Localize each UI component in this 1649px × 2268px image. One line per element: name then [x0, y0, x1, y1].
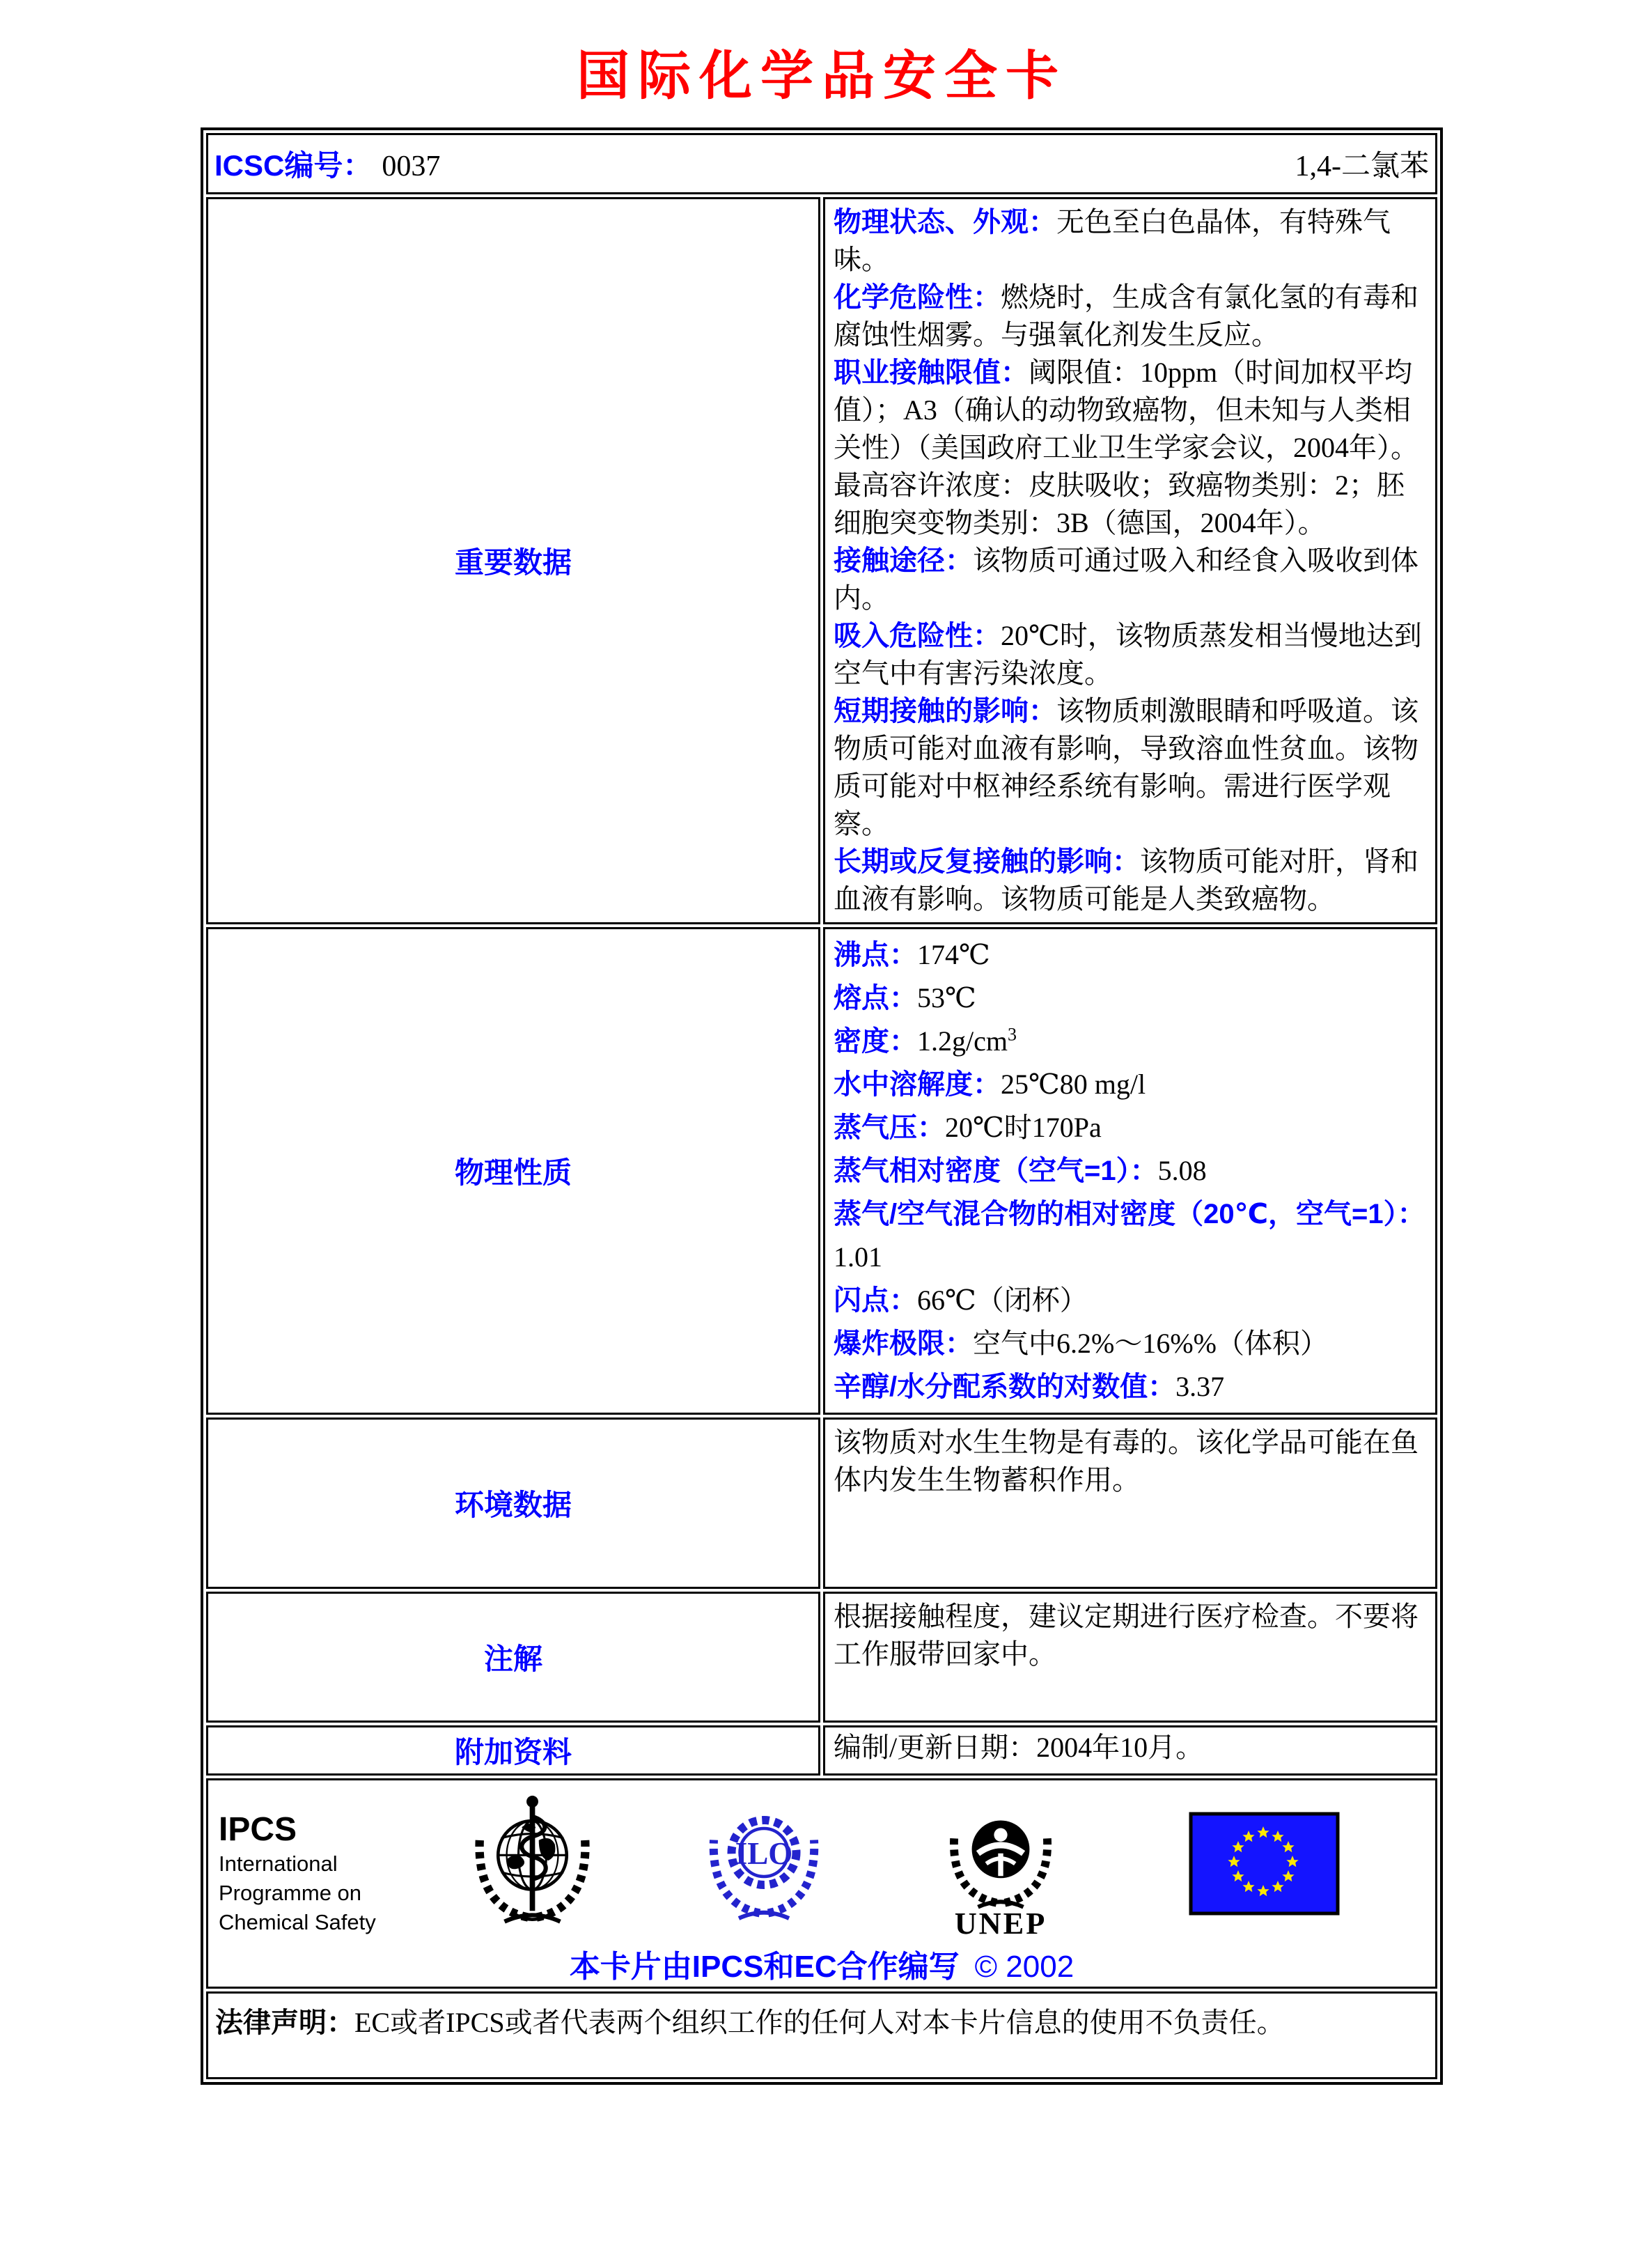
physical-property: 闪点：66℃（闭杯）	[834, 1284, 1088, 1316]
ipcs-subtitle-line: Programme on	[219, 1881, 362, 1905]
eu-flag-icon	[1189, 1812, 1340, 1916]
additional-info-content: 编制/更新日期：2004年10月。	[823, 1725, 1437, 1776]
header-row	[206, 133, 1437, 194]
legal-row	[206, 1991, 1437, 2079]
ilo-logo-icon	[701, 1794, 827, 1926]
icsc-number-group	[214, 143, 440, 185]
ipcs-block	[219, 1810, 428, 1937]
physical-property: 水中溶解度：25℃80 mg/l	[834, 1069, 1146, 1100]
notes-content: 根据接触程度，建议定期进行医疗检查。不要将工作服带回家中。	[823, 1592, 1437, 1723]
environmental-data-content: 该物质对水生生物是有毒的。该化学品可能在鱼体内发生生物蓄积作用。	[823, 1418, 1437, 1589]
important-item: 物理状态、外观：无色至白色晶体，有特殊气味。	[834, 206, 1391, 275]
density-superscript: 3	[1007, 1024, 1017, 1045]
chemical-name: 1,4-二氯苯	[1295, 150, 1429, 182]
additional-info-section-label: 附加资料	[206, 1725, 820, 1776]
important-item: 职业接触限值：阈限值：10ppm（时间加权平均值）；A3（确认的动物致癌物，但未知与人类相关性）（美国政府工业卫生学家会议，2004年）。最高容许浓度：皮肤吸收；致癌物类别：2；胚细胞突变物类别：3B（德国，2004年）。	[834, 357, 1419, 538]
ipcs-subtitle-line: International	[219, 1851, 338, 1876]
legal-text: EC或者IPCS或者代表两个组织工作的任何人对本卡片信息的使用不负责任。	[354, 2007, 1285, 2038]
icsc-card-page	[0, 33, 1649, 2268]
important-item: 长期或反复接触的影响：该物质可能对肝，肾和血液有影响。该物质可能是人类致癌物。	[834, 846, 1419, 915]
physical-properties-section-label: 物理性质	[206, 927, 820, 1415]
important-data-section-label: 重要数据	[206, 197, 820, 924]
important-data-row	[206, 197, 1437, 924]
icsc-number-value: 0037	[382, 150, 441, 182]
physical-properties-row	[206, 927, 1437, 1415]
page-title: 国际化学品安全卡	[577, 47, 1067, 106]
logos-wrap	[209, 1781, 1435, 1986]
important-item: 吸入危险性：20℃时，该物质蒸发相当慢地达到空气中有害污染浓度。	[834, 620, 1422, 689]
copyright-year: © 2002	[974, 1950, 1074, 1984]
who-logo-icon	[468, 1791, 597, 1930]
environmental-data-row	[206, 1418, 1437, 1589]
cooperation-text: 本卡片由IPCS和EC合作编写	[569, 1950, 960, 1984]
unep-logo-icon	[938, 1794, 1063, 1940]
additional-info-row	[206, 1725, 1437, 1776]
icsc-table	[201, 127, 1443, 2085]
legal-cell	[206, 1991, 1437, 2079]
ilo-logo-text: ILO	[735, 1836, 793, 1871]
physical-property: 熔点：53℃	[834, 982, 976, 1013]
environmental-data-section-label: 环境数据	[206, 1418, 820, 1589]
ipcs-subtitle-line: Chemical Safety	[219, 1910, 376, 1934]
legal-label: 法律声明：	[215, 2007, 354, 2038]
unep-logo-text: UNEP	[954, 1906, 1047, 1940]
physical-property: 蒸气/空气混合物的相对密度（20℃，空气=1）：1.01	[834, 1199, 1425, 1273]
important-data-content	[823, 197, 1437, 924]
physical-properties-content	[823, 927, 1437, 1415]
icsc-number-label: ICSC编号：	[214, 149, 373, 182]
notes-section-label: 注解	[206, 1592, 820, 1723]
header-flex	[209, 136, 1435, 192]
physical-property: 爆炸极限：空气中6.2%～16%%（体积）	[834, 1328, 1328, 1359]
physical-property: 沸点：174℃	[834, 939, 990, 970]
cooperation-line	[214, 1941, 1429, 1986]
notes-row	[206, 1592, 1437, 1723]
important-item: 短期接触的影响：该物质刺激眼睛和呼吸道。该物质可能对血液有影响，导致溶血性贫血。该物质可能对中枢神经系统有影响。需进行医学观察。	[834, 695, 1419, 839]
ipcs-title: IPCS	[219, 1811, 297, 1848]
logos-row	[206, 1778, 1437, 1989]
important-item: 化学危险性：燃烧时，生成含有氯化氢的有毒和腐蚀性烟雾。与强氧化剂发生反应。	[834, 281, 1419, 350]
physical-property: 辛醇/水分配系数的对数值：3.37	[834, 1371, 1225, 1402]
physical-property: 密度：$1.2g/cm^3$	[834, 1024, 1017, 1057]
important-item: 接触途径：该物质可通过吸入和经食入吸收到体内。	[834, 545, 1419, 614]
physical-property: 蒸气相对密度（空气=1）：5.08	[834, 1155, 1207, 1186]
physical-property: 蒸气压：20℃时170Pa	[834, 1112, 1102, 1143]
